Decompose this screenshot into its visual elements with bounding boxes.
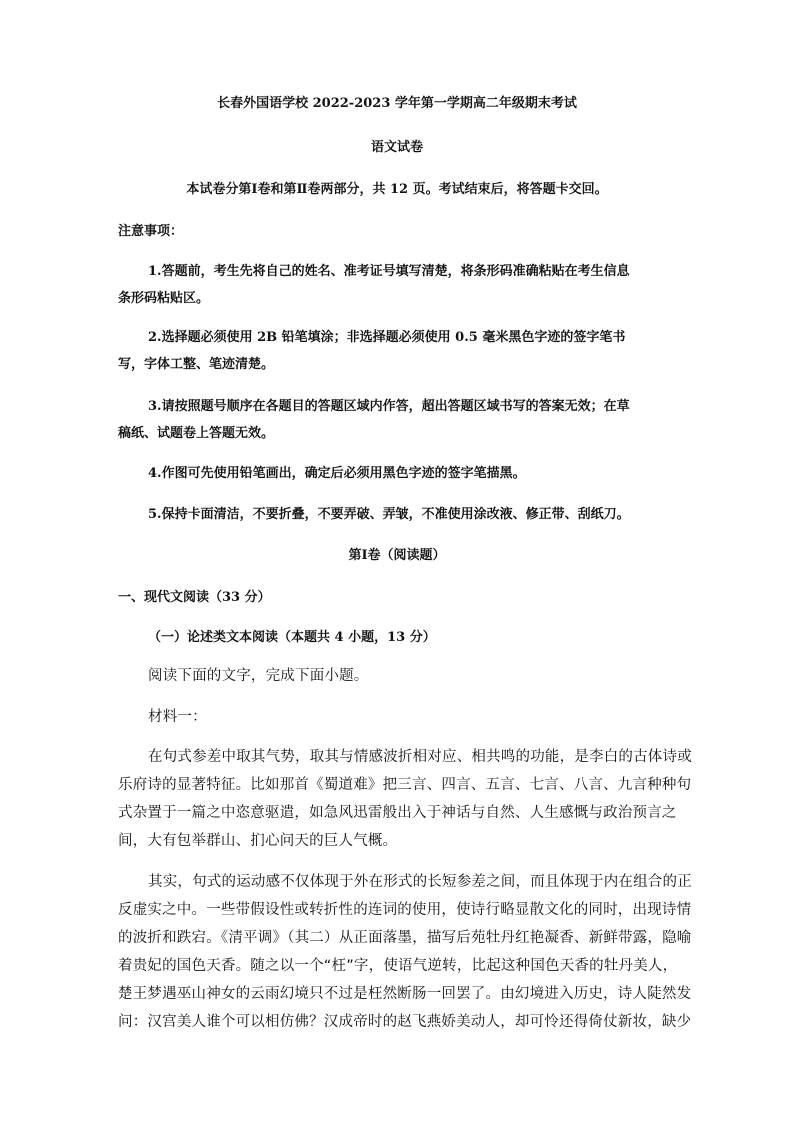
notice-item-2-line-1: 2.选择题必须使用 2B 铅笔填涂；非选择题必须使用 0.5 毫米黑色字迹的签字笔书 — [148, 330, 626, 345]
material-label: 材料一： — [148, 709, 207, 725]
notice-item-5: 5.保持卡面清洁，不要折叠，不要弄破、弄皱，不准使用涂改液、修正带、刮纸刀。 — [148, 507, 630, 522]
notice-item-3-line-1: 3.请按照题号顺序在各题目的答题区域内作答，超出答题区域书写的答案无效；在草 — [148, 399, 630, 414]
exam-intro: 本试卷分第Ⅰ卷和第Ⅱ卷两部分，共 12 页。考试结束后，将答题卡交回。 — [186, 182, 608, 197]
passage-line: 着贵妃的国色天香。随之以一个“枉”字，使语气逆转，比起这种国色天香的牡丹美人， — [118, 958, 678, 974]
notice-item-2-line-2: 写，字体工整、笔迹清楚。 — [118, 357, 275, 372]
passage-line: 的波折和跌宕。《清平调》（其二）从正面落墨，描写后苑牡丹红艳凝香、新鲜带露，隐喻 — [118, 930, 692, 946]
volume-title: 第Ⅰ卷（阅读题） — [348, 548, 446, 563]
exam-title: 长春外国语学校 2022-2023 学年第一学期高二年级期末考试 — [217, 96, 577, 111]
passage-line: 其实，句式的运动感不仅体现于外在形式的长短参差之间，而且体现于内在组合的正 — [148, 874, 692, 890]
sub-section-title: （一）论述类文本阅读（本题共 4 小题，13 分） — [148, 630, 436, 645]
notice-heading: 注意事项： — [118, 224, 184, 239]
part-title: 一、现代文阅读（33 分） — [118, 590, 271, 605]
passage-line: 楚王梦遇巫山神女的云雨幻境只不过是枉然断肠一回罢了。由幻境进入历史，诗人陡然发 — [118, 986, 692, 1002]
notice-item-4: 4.作图可先使用铅笔画出，确定后必须用黑色字迹的签字笔描黑。 — [148, 466, 526, 481]
passage-line: 反虚实之中。一些带假设性或转折性的连词的使用，使诗行略显散文化的同时，出现诗情 — [118, 902, 692, 918]
passage-line: 间，大有包举群山、扪心问天的巨人气概。 — [118, 833, 398, 849]
passage-line: 在句式参差中取其气势，取其与情感波折相对应、相共鸣的功能，是李白的古体诗或 — [148, 749, 692, 765]
reading-instruction: 阅读下面的文字，完成下面小题。 — [148, 668, 369, 684]
notice-item-3-line-2: 稿纸、试题卷上答题无效。 — [118, 426, 275, 441]
notice-item-1-line-2: 条形码粘贴区。 — [118, 291, 210, 306]
passage-line: 问：汉宫美人谁个可以相仿佛？汉成帝时的赵飞燕娇美动人，却可怜还得倚仗新妆，缺少 — [118, 1014, 692, 1030]
subject-title: 语文试卷 — [370, 140, 423, 155]
passage-line: 式杂置于一篇之中恣意驱遣，如急风迅雷般出入于神话与自然、人生感慨与政治预言之 — [118, 805, 677, 821]
notice-item-1-line-1: 1.答题前，考生先将自己的姓名、准考证号填写清楚，将条形码准确粘贴在考生信息 — [148, 264, 630, 279]
passage-line: 乐府诗的显著特征。比如那首《蜀道难》把三言、四言、五言、七言、八言、九言种种句 — [118, 777, 692, 793]
